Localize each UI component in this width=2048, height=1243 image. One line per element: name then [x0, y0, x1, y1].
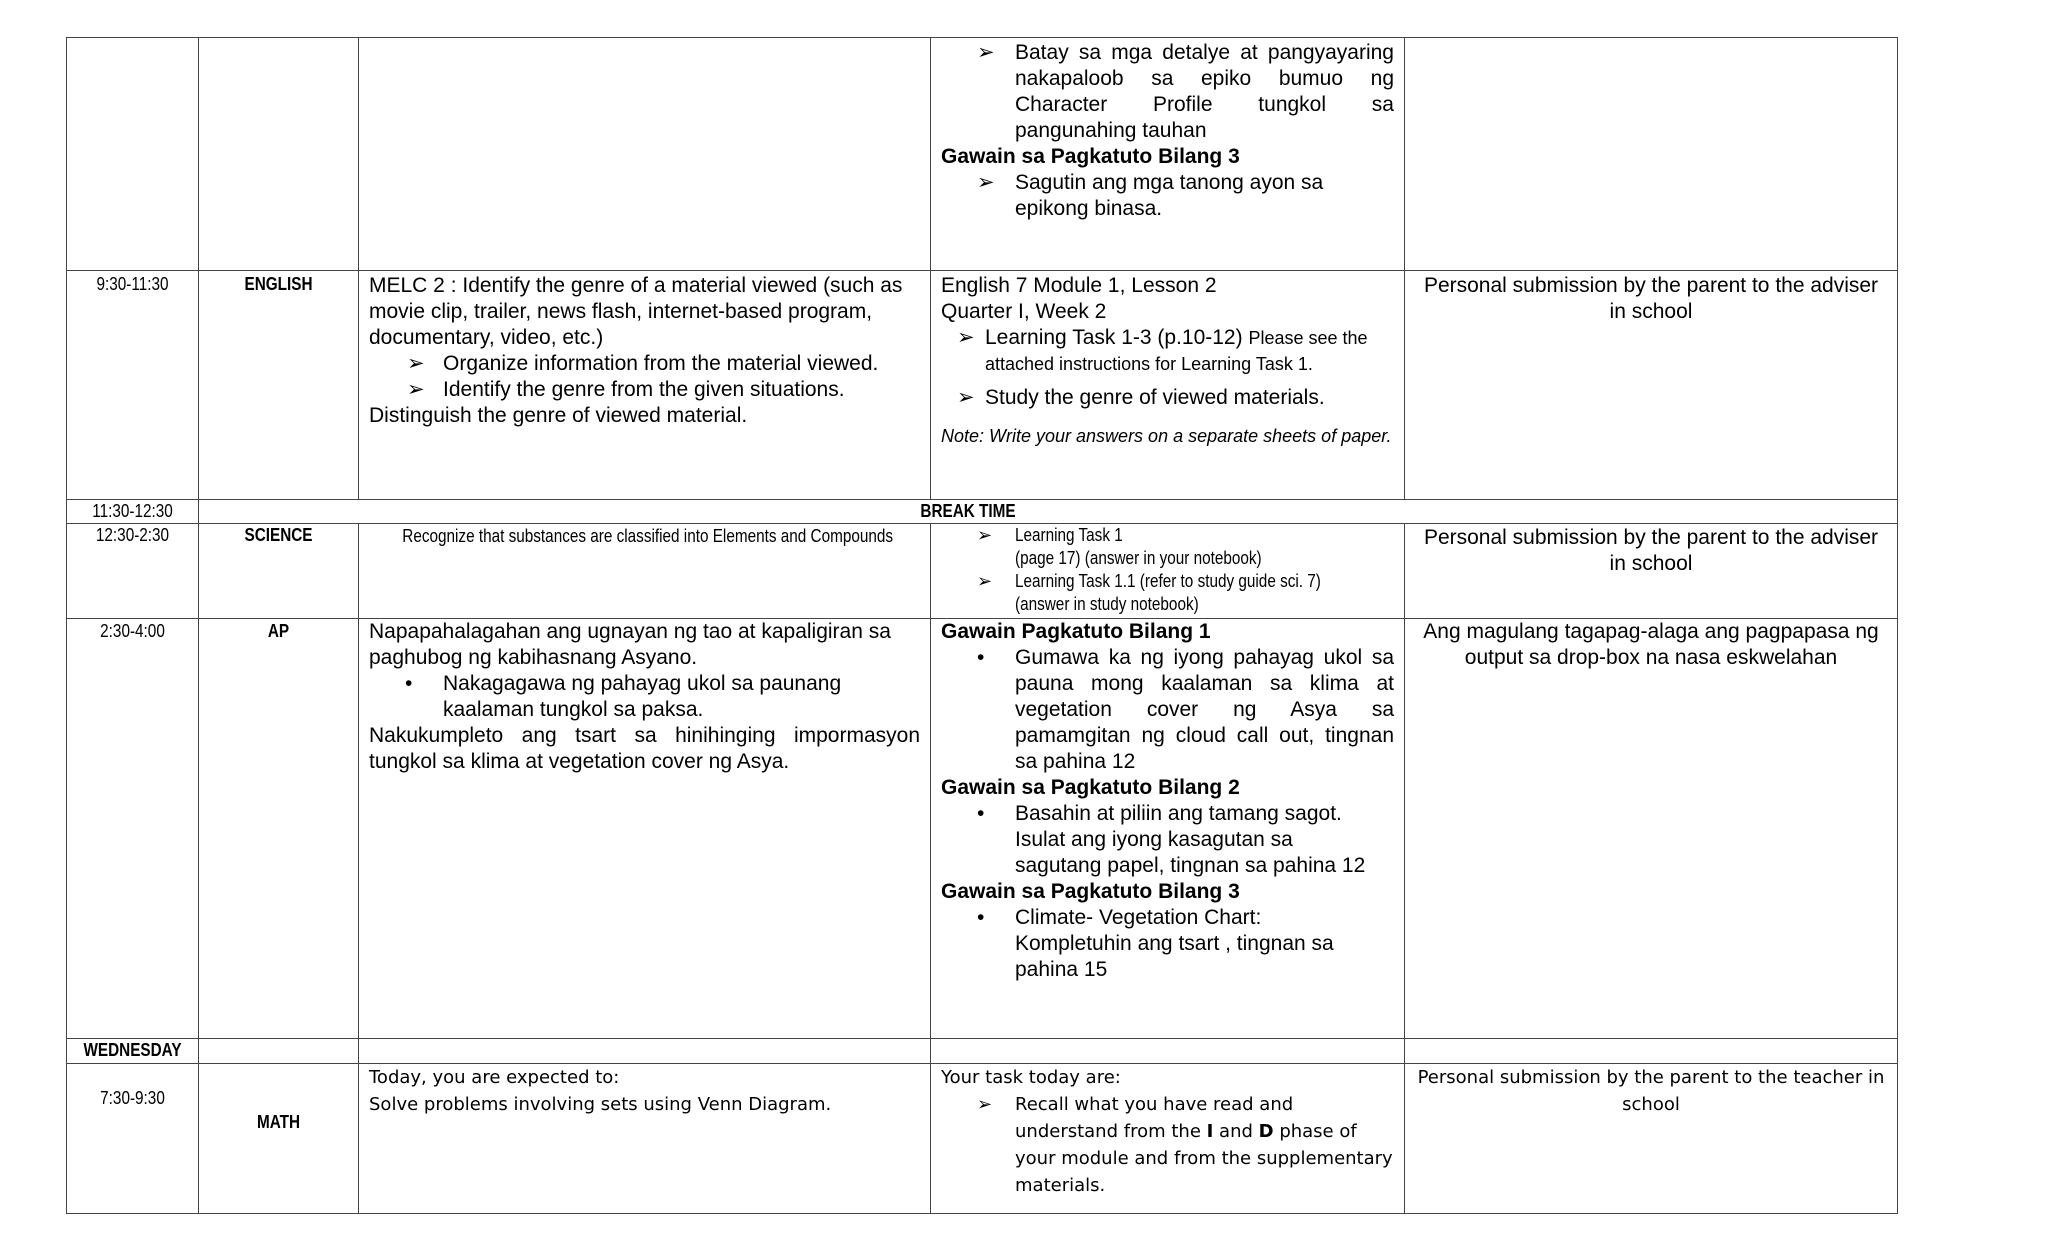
competency-cell	[359, 1039, 931, 1064]
time-cell	[67, 271, 199, 500]
subject-label: AP	[267, 621, 290, 641]
list-item	[369, 671, 920, 723]
break-cell	[199, 500, 1898, 524]
task-text: (answer in study notebook)	[1015, 594, 1199, 614]
tasks-cell	[931, 619, 1405, 1039]
activity-heading: Gawain sa Pagkatuto Bilang 2	[941, 776, 1240, 799]
task-text: Learning Task 1.1 (refer to study guide sci. 7)	[1015, 571, 1321, 591]
table-row	[67, 1064, 1898, 1214]
subject-label: ENGLISH	[244, 274, 313, 294]
time-cell	[67, 1064, 199, 1214]
time-cell	[67, 524, 199, 619]
list-item	[369, 351, 920, 377]
list-item	[941, 40, 1394, 144]
dot-bullet-icon: •	[405, 672, 413, 695]
subject-label: MATH	[256, 1112, 301, 1132]
subject-cell	[199, 619, 359, 1039]
dot-bullet-icon: •	[977, 646, 985, 669]
dot-bullet-icon: •	[977, 906, 985, 929]
subject-cell	[199, 38, 359, 271]
task-text: phase of your module and from the supplementary materials.	[1015, 1121, 1393, 1196]
list-item	[977, 570, 1404, 616]
list-item	[941, 170, 1394, 222]
mode-cell	[1405, 271, 1898, 500]
arrow-bullet-icon: ➢	[407, 378, 425, 401]
day-label: WEDNESDAY	[83, 1040, 182, 1060]
time-cell	[67, 619, 199, 1039]
tasks-cell	[931, 1039, 1405, 1064]
time-cell	[67, 38, 199, 271]
list-item	[941, 645, 1394, 775]
competency-text: Recognize that substances are classified into Elements and Compounds	[402, 526, 894, 546]
mode-cell	[1405, 619, 1898, 1039]
dot-bullet-icon: •	[977, 802, 985, 825]
competency-cell	[359, 38, 931, 271]
competency-text: Today, you are expected to:	[369, 1067, 620, 1088]
module-quarter: Quarter I, Week 2	[941, 300, 1107, 323]
arrow-bullet-icon: ➢	[957, 326, 975, 349]
list-item	[941, 905, 1394, 983]
task-text: Learning Task 1	[1015, 525, 1123, 545]
competency-cell	[359, 271, 931, 500]
tasks-cell	[931, 271, 1405, 500]
phase-i: I	[1206, 1121, 1214, 1142]
task-note: Please see the attached instructions for Learning Task 1.	[985, 328, 1368, 374]
list-item	[941, 1091, 1394, 1199]
task-text: Gumawa ka ng iyong pahayag ukol sa pauna mong kaalaman sa klima at vegetation cover ng Asya sa pamamgitan ng cloud call out, tingnan sa pahina 12	[1015, 646, 1394, 773]
tasks-cell	[931, 524, 1405, 619]
module-title: English 7 Module 1, Lesson 2	[941, 274, 1217, 297]
time-label: 12:30-2:30	[95, 525, 170, 545]
table-row	[67, 1039, 1898, 1064]
competency-text: Napapahalagahan ang ugnayan ng tao at kapaligiran sa paghubog ng kabihasnang Asyano.	[369, 620, 891, 669]
task-text: Study the genre of viewed materials.	[985, 386, 1325, 409]
table-row	[67, 38, 1898, 271]
task-text: Climate- Vegetation Chart: Kompletuhin ang tsart , tingnan sa pahina 15	[1015, 906, 1334, 981]
submission-text: Personal submission by the parent to the adviser in school	[1423, 274, 1879, 323]
table-row	[67, 619, 1898, 1039]
list-item	[369, 377, 920, 403]
arrow-bullet-icon: ➢	[957, 386, 975, 409]
mode-cell	[1405, 524, 1898, 619]
note-text: Note: Write your answers on a separate sheets of paper.	[941, 426, 1392, 446]
task-text: Basahin at piliin ang tamang sagot. Isulat ang iyong kasagutan sa sagutang papel, tingnan sa pahina 12	[1015, 802, 1366, 877]
day-cell	[67, 1039, 199, 1064]
task-text: Sagutin ang mga tanong ayon sa epikong binasa.	[1015, 171, 1324, 220]
competency-cell	[359, 1064, 931, 1214]
break-label: BREAK TIME	[920, 501, 1016, 521]
list-item	[941, 385, 1394, 411]
arrow-bullet-icon: ➢	[407, 352, 425, 375]
arrow-bullet-icon: ➢	[977, 525, 993, 545]
table-row	[67, 524, 1898, 619]
table-row	[67, 271, 1898, 500]
task-text: Batay sa mga detalye at pangyayaring nakapaloob sa epiko bumuo ng Character Profile tungkol sa pangunahing tauhan	[1015, 41, 1394, 142]
weekly-schedule-table	[66, 37, 1898, 1214]
competency-text: MELC 2 : Identify the genre of a material viewed (such as movie clip, trailer, news flash, internet-based program, documentary, video, etc.)	[369, 274, 903, 349]
activity-heading: Gawain sa Pagkatuto Bilang 3	[941, 880, 1240, 903]
mode-cell	[1405, 38, 1898, 271]
subject-label: SCIENCE	[244, 525, 313, 545]
arrow-bullet-icon: ➢	[977, 171, 995, 194]
time-label: 7:30-9:30	[100, 1088, 165, 1108]
competency-text: Nakukumpleto ang tsart sa hinihinging impormasyon tungkol sa klima at vegetation cover ng Asya.	[369, 724, 920, 773]
task-text: Learning Task 1-3 (p.10-12)	[985, 326, 1243, 349]
competency-item: Organize information from the material viewed.	[443, 352, 879, 375]
competency-cell	[359, 524, 931, 619]
submission-text: Personal submission by the parent to the adviser in school	[1423, 526, 1879, 575]
competency-text: Distinguish the genre of viewed material.	[369, 404, 748, 427]
list-item	[977, 524, 1404, 570]
submission-text: Ang magulang tagapag-alaga ang pagpapasa ng output sa drop-box na nasa eskwelahan	[1423, 620, 1879, 669]
time-label: 11:30-12:30	[92, 501, 173, 521]
task-text: (page 17) (answer in your notebook)	[1015, 548, 1262, 568]
mode-cell	[1405, 1064, 1898, 1214]
arrow-bullet-icon: ➢	[977, 41, 995, 64]
list-item	[941, 325, 1394, 377]
activity-heading: Gawain Pagkatuto Bilang 1	[941, 620, 1211, 643]
time-label: 2:30-4:00	[100, 621, 165, 641]
task-text: and	[1213, 1121, 1259, 1142]
competency-item: Nakagagawa ng pahayag ukol sa paunang kaalaman tungkol sa paksa.	[443, 672, 842, 721]
table-row	[67, 500, 1898, 524]
arrow-bullet-icon: ➢	[977, 571, 993, 591]
competency-text: Solve problems involving sets using Venn Diagram.	[369, 1094, 832, 1115]
activity-heading: Gawain sa Pagkatuto Bilang 3	[941, 145, 1240, 168]
subject-cell	[199, 1064, 359, 1214]
tasks-cell	[931, 38, 1405, 271]
competency-cell	[359, 619, 931, 1039]
list-item	[941, 801, 1394, 879]
subject-cell	[199, 1039, 359, 1064]
submission-text: Personal submission by the parent to the teacher in school	[1417, 1067, 1885, 1115]
task-text: Recall what you have read and understand from the	[1015, 1094, 1294, 1142]
mode-cell	[1405, 1039, 1898, 1064]
time-label: 9:30-11:30	[96, 274, 169, 294]
task-intro: Your task today are:	[941, 1067, 1121, 1088]
phase-d: D	[1258, 1121, 1274, 1142]
tasks-cell	[931, 1064, 1405, 1214]
subject-cell	[199, 524, 359, 619]
competency-item: Identify the genre from the given situations.	[443, 378, 845, 401]
subject-cell	[199, 271, 359, 500]
arrow-bullet-icon: ➢	[977, 1094, 993, 1115]
